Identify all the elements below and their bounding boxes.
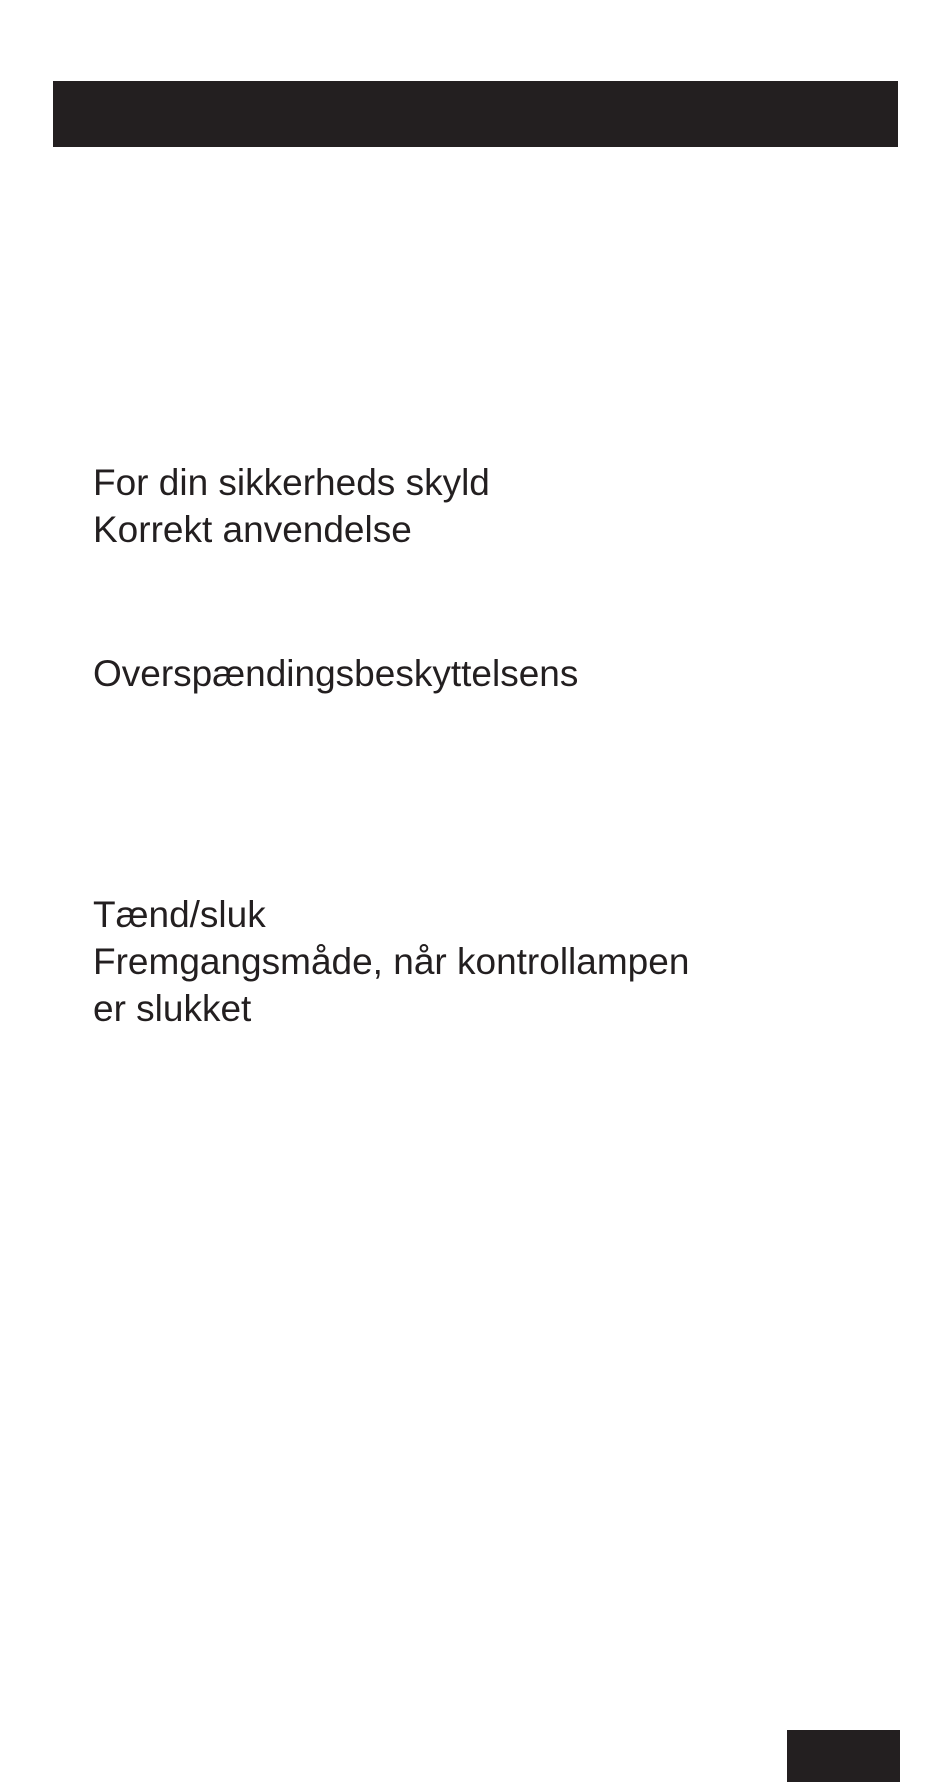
toc-section-on-off <box>93 891 689 1032</box>
toc-entry-safety: For din sikkerheds skyld <box>93 462 490 503</box>
toc-entry-procedure-line-1: Fremgangsmåde, når kontrollampen <box>93 941 690 982</box>
toc-section-safety <box>93 459 490 553</box>
toc-entry-on-off: Tænd/sluk <box>93 894 266 935</box>
toc-section-surge-protection <box>93 650 578 697</box>
toc-entry-procedure-line-2: er slukket <box>93 988 252 1029</box>
toc-entry-correct-use: Korrekt anvendelse <box>93 509 412 550</box>
toc-entry-surge-protection: Overspændingsbeskyttelsens <box>93 653 579 694</box>
page-corner-block <box>787 1730 900 1782</box>
header-bar <box>53 81 898 147</box>
